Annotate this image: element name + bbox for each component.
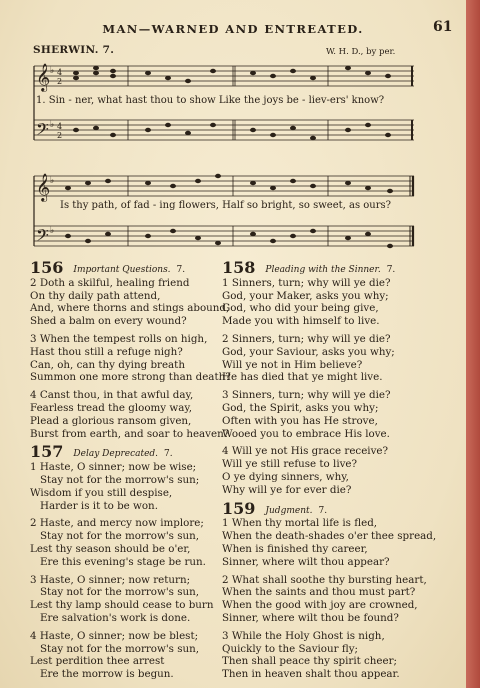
svg-text:♭: ♭ bbox=[50, 176, 55, 186]
verse-line: When is finished thy career, bbox=[222, 542, 368, 555]
verse-line: Will ye still refuse to live? bbox=[222, 458, 358, 471]
page-edge-border bbox=[466, 0, 480, 688]
verse-line: 3 When the tempest rolls on high, bbox=[30, 332, 208, 345]
stanza bbox=[30, 276, 230, 328]
hymn-number: 156 bbox=[30, 258, 64, 277]
verse-line: God, your Maker, asks you why; bbox=[222, 289, 389, 302]
verse-line: Stay not for the morrow's sun, bbox=[40, 586, 200, 599]
running-title: MAN—WARNED AND ENTREATED. bbox=[102, 22, 364, 36]
verse-line: Summon one more strong than death? bbox=[30, 371, 231, 384]
svg-text:4: 4 bbox=[57, 68, 63, 77]
verse-line: When the good with joy are crowned, bbox=[222, 599, 418, 612]
hymn-number: 157 bbox=[30, 442, 64, 462]
right-column bbox=[222, 258, 437, 687]
svg-text:♭: ♭ bbox=[50, 226, 55, 236]
hymn-158 bbox=[222, 258, 422, 497]
verse-line: Stay not for the morrow's sun, bbox=[40, 642, 200, 655]
hymn-156 bbox=[30, 258, 231, 440]
verse-line: Stay not for the morrow's sun; bbox=[40, 473, 200, 486]
tune-name: SHERWIN. 7. bbox=[33, 44, 115, 56]
verse-line: Wooed you to embrace His love. bbox=[222, 427, 390, 440]
verse-line: Stay not for the morrow's sun, bbox=[40, 530, 200, 543]
stanza bbox=[222, 389, 422, 440]
hymn-meter: 7. bbox=[176, 265, 186, 275]
svg-text:♭: ♭ bbox=[50, 120, 55, 130]
music-system-1 bbox=[28, 58, 428, 154]
verse-line: Ere this evening's stage be run. bbox=[40, 555, 206, 568]
lyric-line-2: Is thy path, of fad - ing flowers, Half so bright, so sweet, as ours? bbox=[60, 200, 392, 211]
hymn-159 bbox=[222, 498, 437, 681]
hymn-heading bbox=[30, 442, 225, 462]
verse-line: Lest thy season should be o'er, bbox=[30, 542, 191, 555]
verse-line: Harder is it to be won. bbox=[40, 499, 158, 512]
hymn-number: 158 bbox=[222, 258, 256, 277]
verse-line: 4 Canst thou, in that awful day, bbox=[30, 389, 194, 402]
verse-line: 1 Haste, O sinner; now be wise; bbox=[30, 461, 197, 474]
verse-line: Hast thou still a refuge nigh? bbox=[30, 345, 183, 358]
hymn-title: Judgment. bbox=[265, 505, 313, 516]
stanza bbox=[30, 389, 230, 440]
verse-line: 3 While the Holy Ghost is nigh, bbox=[222, 629, 385, 642]
svg-text:2: 2 bbox=[57, 77, 63, 86]
verse-line: 1 When thy mortal life is fled, bbox=[222, 517, 378, 530]
verse-line: Shed a balm on every wound? bbox=[30, 315, 187, 328]
hymn-meter: 7. bbox=[386, 265, 396, 275]
svg-text:𝄢: 𝄢 bbox=[36, 225, 49, 249]
stanza bbox=[30, 332, 231, 384]
stanza bbox=[222, 573, 427, 625]
hymn-title: Pleading with the Sinner. bbox=[265, 265, 381, 275]
hymn-title: Delay Deprecated. bbox=[73, 449, 159, 460]
verse-line: 2 What shall soothe thy bursting heart, bbox=[222, 573, 427, 586]
stanza bbox=[222, 333, 422, 384]
verse-line: When the death-shades o'er thee spread, bbox=[222, 530, 437, 543]
verse-line: Ere the morrow is begun. bbox=[40, 668, 174, 681]
verse-line: Made you with himself to live. bbox=[222, 315, 380, 328]
composer-credit: W. H. D., by per. bbox=[326, 47, 396, 57]
verse-line: Sinner, where wilt thou be found? bbox=[222, 611, 399, 624]
verse-line: God, the Spirit, asks you why; bbox=[222, 401, 379, 414]
verse-line: 2 Haste, and mercy now implore; bbox=[30, 517, 204, 530]
verse-line: Then in heaven shalt thou appear. bbox=[222, 668, 400, 681]
verse-line: Burst from earth, and soar to heaven? bbox=[30, 427, 230, 440]
hymn-heading bbox=[30, 258, 225, 277]
verse-line: Wisdom if you still despise, bbox=[30, 486, 173, 499]
stanza bbox=[222, 445, 422, 496]
music-system-2 bbox=[28, 168, 428, 264]
left-column bbox=[30, 258, 231, 687]
verse-line: 4 Will ye not His grace receive? bbox=[222, 445, 389, 458]
svg-text:𝄢: 𝄢 bbox=[36, 119, 49, 143]
verse-line: 3 Sinners, turn; why will ye die? bbox=[222, 389, 391, 402]
verse-line: 4 Haste, O sinner; now be blest; bbox=[30, 629, 199, 642]
hymn-heading bbox=[222, 258, 422, 277]
verse-line: 3 Haste, O sinner; now return; bbox=[30, 573, 191, 586]
svg-text:𝄞: 𝄞 bbox=[36, 63, 51, 91]
verse-line: 2 Sinners, turn; why will ye die? bbox=[222, 332, 391, 345]
svg-text:♭: ♭ bbox=[50, 66, 55, 76]
stanza bbox=[30, 574, 225, 625]
hymn-meter: 7. bbox=[318, 505, 328, 516]
stanza bbox=[30, 517, 225, 568]
stanza bbox=[222, 277, 422, 328]
verse-line: 2 Doth a skilful, healing friend bbox=[30, 276, 190, 289]
svg-text:2: 2 bbox=[57, 131, 63, 140]
stanza bbox=[222, 630, 422, 681]
page-number: 61 bbox=[433, 19, 453, 35]
stanza bbox=[222, 517, 437, 568]
verse-line: 1 Sinners, turn; why will ye die? bbox=[222, 276, 391, 289]
verse-line: Fearless tread the gloomy way, bbox=[30, 401, 193, 414]
hymn-title: Important Questions. bbox=[73, 265, 171, 275]
verse-line: O ye dying sinners, why, bbox=[222, 470, 349, 483]
verse-line: God, who did your being give, bbox=[222, 302, 379, 315]
lyric-line-1: 1. Sin - ner, what hast thou to show Like the joys be - liev-ers' know? bbox=[36, 95, 385, 106]
verse-line: Quickly to the Saviour fly; bbox=[222, 642, 358, 655]
verse-line: Ere salvation's work is done. bbox=[40, 611, 191, 624]
verse-line: When the saints and thou must part? bbox=[222, 586, 416, 599]
hymn-157 bbox=[30, 442, 225, 681]
verse-line: Can, oh, can thy dying breath bbox=[30, 358, 185, 371]
svg-text:4: 4 bbox=[57, 122, 63, 131]
verse-line: Then shall peace thy spirit cheer; bbox=[222, 655, 398, 668]
verse-line: Why will ye for ever die? bbox=[222, 483, 352, 496]
hymn-meter: 7. bbox=[164, 449, 173, 460]
verse-line: God, your Saviour, asks you why; bbox=[222, 345, 395, 358]
svg-text:𝄞: 𝄞 bbox=[36, 173, 51, 201]
verse-line: He has died that ye might live. bbox=[222, 371, 383, 384]
hymn-number: 159 bbox=[222, 498, 256, 518]
verse-line: Sinner, where wilt thou appear? bbox=[222, 555, 390, 568]
verse-line: Lest thy lamp should cease to burn bbox=[30, 599, 214, 612]
verse-line: Often with you has He strove, bbox=[222, 414, 378, 427]
hymn-heading bbox=[222, 498, 422, 518]
stanza bbox=[30, 461, 225, 512]
verse-line: And, where thorns and stings abound, bbox=[30, 302, 230, 315]
verse-line: On thy daily path attend, bbox=[30, 289, 161, 302]
stanza bbox=[30, 630, 225, 681]
verse-line: Lest perdition thee arrest bbox=[30, 655, 165, 668]
verse-line: Plead a glorious ransom given, bbox=[30, 414, 192, 427]
verse-line: Will ye not in Him believe? bbox=[222, 358, 363, 371]
